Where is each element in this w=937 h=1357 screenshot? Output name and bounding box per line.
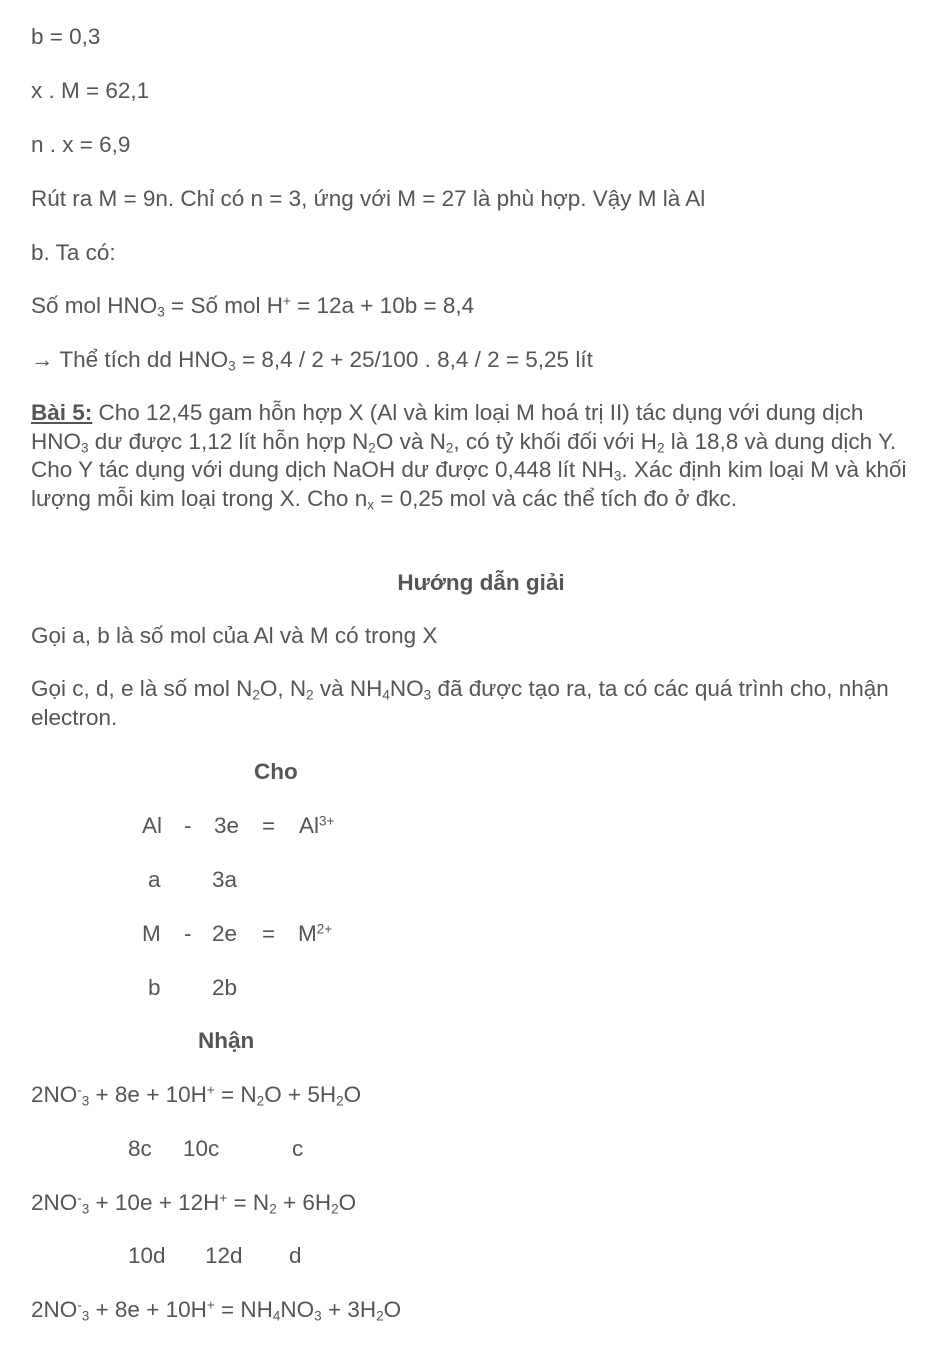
line-xM: x . M = 62,1: [31, 78, 150, 103]
reaction-2-coef-d: d: [289, 1243, 302, 1268]
give-m-symbol: M: [142, 921, 161, 946]
give-al-ion: $Al^{3+}$: [299, 813, 335, 838]
line-volume: → Thể tích dd $HNO_3 = 8,4 / 2 + 25/100$ . 8,4 / 2 = 5,25 lít: [31, 347, 593, 374]
give-al-coef-3a: 3a: [212, 867, 238, 892]
give-al-symbol: Al: [142, 813, 163, 838]
problem-label: Bài 5:: [31, 400, 93, 425]
solution-p1: Gọi a, b là số mol của Al và M có trong X: [31, 623, 438, 648]
reaction-1-coef-10c: 10c: [183, 1136, 220, 1161]
give-m-coef-2b: 2b: [212, 975, 238, 1000]
give-m-equals: =: [262, 921, 276, 946]
give-m-ion: $M^{2+}$: [298, 921, 333, 946]
give-al-equals: =: [262, 813, 276, 838]
line-mol-hno3: Số mol $HNO_3$ = Số mol H+ = 12a + 10b = 8,4: [31, 293, 475, 320]
give-m-coef-b: b: [148, 975, 161, 1000]
solution-p2: Gọi c, d, e là số mol $N_2O$, $N_2$ và $NH_4NO_3$ đã được tạo ra, ta có các quá trình cho, nhận electron.: [31, 676, 889, 730]
give-m-minus: -: [184, 921, 192, 946]
reaction-2-coef-10d: 10d: [128, 1243, 166, 1268]
give-al-coef-a: a: [148, 867, 161, 892]
give-al-minus: -: [184, 813, 192, 838]
line-part-b: b. Ta có:: [31, 240, 116, 265]
reaction-2: $2NO^-_3 + 10e + 12H^+ = N_2 + 6H_2O$: [31, 1190, 357, 1217]
give-heading: Cho: [254, 759, 298, 784]
reaction-2-coef-12d: 12d: [205, 1243, 243, 1268]
reaction-1-coef-c: c: [292, 1136, 304, 1161]
receive-heading: Nhận: [198, 1028, 255, 1053]
line-nx: n . x = 6,9: [31, 132, 131, 157]
line-conclusion: Rút ra M = 9n. Chỉ có n = 3, ứng với M = 27 là phù hợp. Vậy M là Al: [31, 186, 706, 211]
line-b-value: b = 0,3: [31, 24, 101, 49]
solution-heading: Hướng dẫn giải: [397, 570, 565, 595]
reaction-1: $2NO^-_3 + 8e + 10H^+ = N_2O + 5H_2O$: [31, 1082, 362, 1109]
reaction-1-coef-8c: 8c: [128, 1136, 152, 1161]
give-m-electrons: 2e: [212, 921, 238, 946]
give-al-electrons: 3e: [214, 813, 240, 838]
problem-statement: Bài 5: Cho 12,45 gam hỗn hợp X (Al và kim loại M hoá trị II) tác dụng với dung dịch $HNO_3$ dư được 1,12 lít hỗn hợp $N_2O$ và $N_2$, có tỷ khối đối với $H_2$ là 18,8 và dung dịch Y. Cho Y tác dụng với dung dịch NaOH dư được 0,448 lít $NH_3$. Xác định kim loại M và khối lượng mỗi kim loại trong X. Cho $n_x = 0,25$ mol và các thể tích đo ở đkc.: [31, 400, 907, 513]
reaction-3: $2NO^-_3 + 8e + 10H^+ = NH_4NO_3 + 3H_2O$: [31, 1297, 402, 1324]
